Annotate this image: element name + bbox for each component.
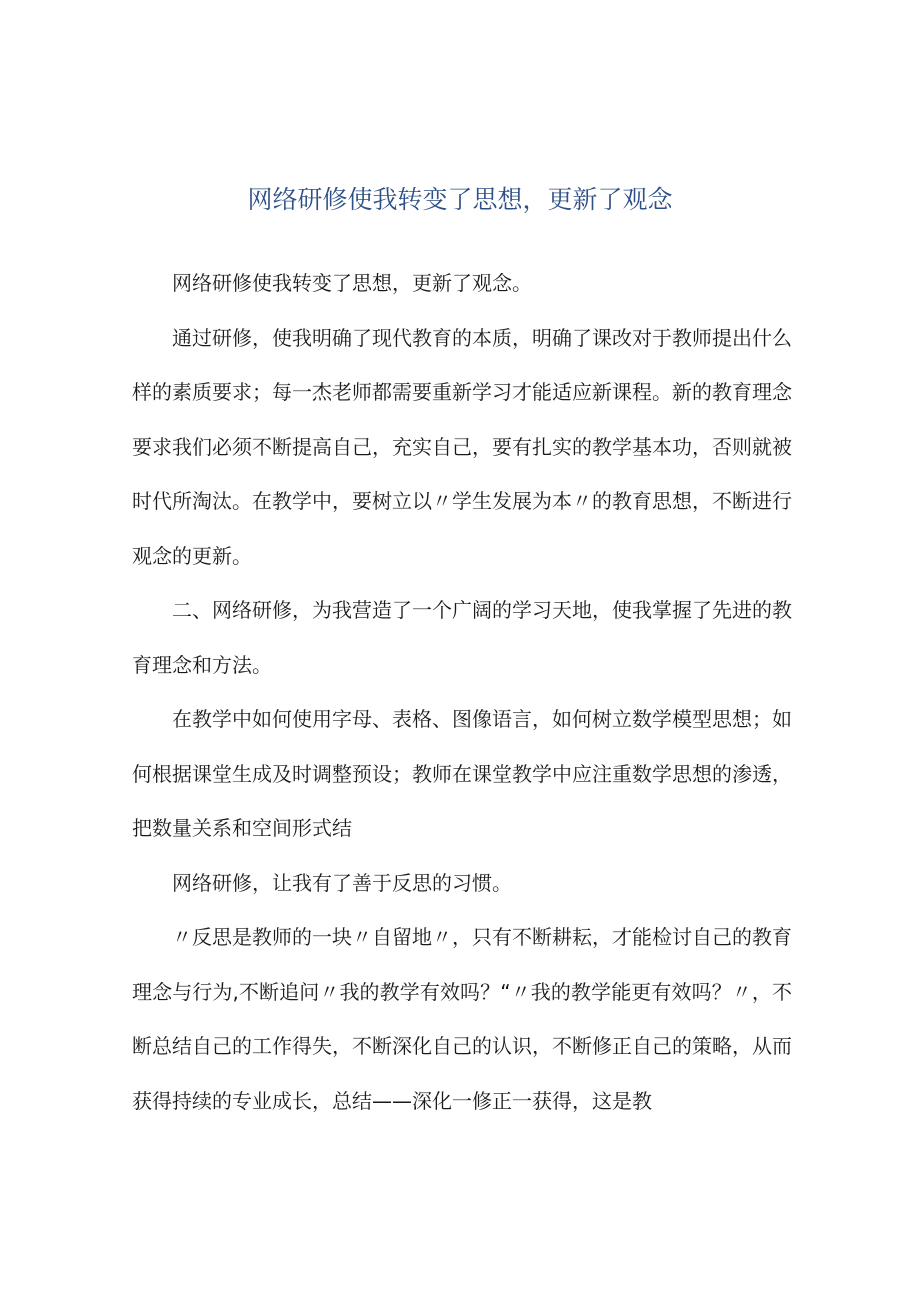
- paragraph-1: 网络研修使我转变了思想，更新了观念。: [172, 271, 532, 295]
- page-title: 网络研修使我转变了思想，更新了观念: [247, 185, 673, 214]
- paragraph-3: 二、网络研修，为我营造了一个广阔的学习天地，使我掌握了先进的教育理念和方法。: [132, 598, 792, 677]
- document-body: [132, 256, 792, 1128]
- paragraph-5: 网络研修，让我有了善于反思的习惯。: [172, 870, 512, 895]
- paragraph-2: 通过研修，使我明确了现代教育的本质，明确了课改对于教师提出什么样的素质要求；每一杰老师都需要重新学习才能适应新课程。新的教育理念要求我们必须不断提高自己，充实自己，要有扎实的教学基本功，否则就被时代所淘汰。在教学中，要树立以〃学生发展为本〃的教育思想，不断进行观念的更新。: [132, 325, 792, 568]
- paragraph-4: 在教学中如何使用字母、表格、图像语言，如何树立数学模型思想；如何根据课堂生成及时调整预设；教师在课堂教学中应注重数学思想的渗透，把数量关系和空间形式结: [132, 707, 792, 840]
- paragraph-6: 〃反思是教师的一块〃自留地〃，只有不断耕耘，才能检讨自己的教育理念与行为,不断追问〃我的教学有效吗？“〃我的教学能更有效吗？〃，不断总结自己的工作得失，不断深化自己的认识，不断修正自己的策略，从而获得持续的专业成长，总结——深化一修正一获得，这是教: [132, 925, 792, 1113]
